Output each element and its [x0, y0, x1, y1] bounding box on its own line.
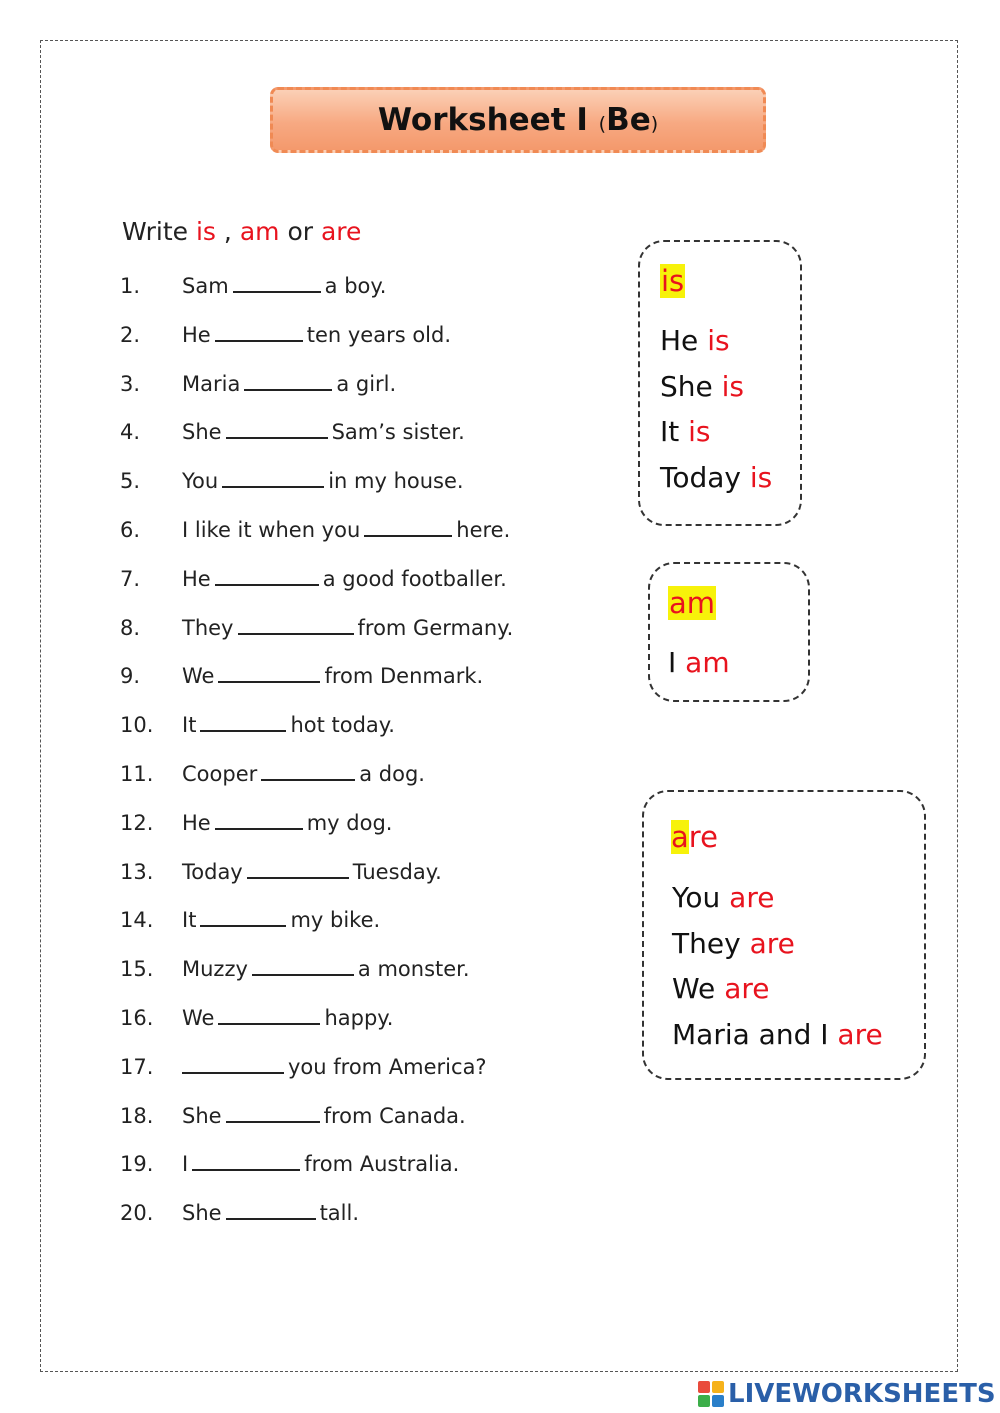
rule-heading-am: am [669, 586, 716, 620]
question-number: 10. [120, 713, 154, 738]
question-text [182, 902, 380, 938]
answer-blank[interactable] [238, 611, 354, 635]
question-row [120, 1146, 600, 1182]
question-text [182, 1195, 359, 1231]
question-row [120, 317, 600, 353]
title-main: Worksheet I [377, 102, 588, 138]
rule-line: Maria and I are [672, 1018, 883, 1051]
question-before: I like it when you [182, 518, 361, 542]
rule-line: Today is [660, 461, 773, 494]
question-text [182, 463, 464, 499]
answer-blank[interactable] [244, 367, 332, 391]
rule-box-are [642, 790, 926, 1080]
question-text [182, 1049, 487, 1085]
rule-line: You are [672, 881, 775, 914]
question-number: 13. [120, 859, 154, 884]
question-after: Sam’s sister. [331, 420, 465, 445]
rule-heading-is: is [661, 264, 685, 298]
rule-line: She is [660, 370, 745, 403]
question-after: hot today. [290, 713, 395, 738]
rule-line: He is [660, 324, 730, 357]
question-number: 18. [120, 1103, 154, 1128]
question-row [120, 561, 600, 597]
question-number: 1. [120, 274, 141, 298]
question-text [182, 805, 392, 841]
question-number: 6. [120, 518, 141, 542]
question-after: my bike. [290, 908, 381, 933]
question-number: 11. [120, 762, 154, 786]
liveworksheets-logo[interactable] [698, 1378, 996, 1410]
question-row [120, 610, 600, 646]
question-before: It [182, 908, 197, 933]
question-after: from Germany. [357, 615, 514, 640]
question-before: We [182, 664, 215, 689]
question-row [120, 756, 600, 792]
question-row [120, 805, 600, 841]
instruction-or: or [287, 217, 314, 246]
answer-blank[interactable] [222, 464, 324, 488]
logo-mark-icon [698, 1381, 724, 1407]
question-after: ten years old. [306, 322, 452, 347]
question-number: 9. [120, 664, 141, 689]
question-text [182, 1098, 466, 1134]
question-before: Cooper [182, 762, 258, 786]
instruction-prefix: Write [122, 217, 189, 246]
answer-blank[interactable] [247, 855, 349, 879]
question-text [182, 317, 451, 353]
question-before: He [182, 810, 211, 835]
question-before: I [182, 1152, 189, 1177]
question-number: 2. [120, 322, 141, 347]
rule-box-am [648, 562, 810, 702]
question-text [182, 512, 510, 548]
question-row [120, 463, 600, 499]
question-row [120, 902, 600, 938]
question-number: 8. [120, 615, 141, 640]
question-before: He [182, 566, 211, 591]
question-row [120, 951, 600, 987]
question-row [120, 1195, 600, 1231]
question-number: 16. [120, 1006, 154, 1030]
question-row [120, 1098, 600, 1134]
question-before: He [182, 322, 211, 347]
question-number: 15. [120, 957, 154, 982]
question-number: 19. [120, 1152, 154, 1177]
answer-blank[interactable] [233, 269, 321, 293]
title-open-paren: ( [598, 113, 607, 135]
answer-blank[interactable] [218, 659, 320, 683]
question-text [182, 1000, 393, 1036]
question-before: It [182, 713, 197, 738]
question-text [182, 756, 425, 792]
rule-line: It is [660, 415, 711, 448]
question-after: from Canada. [323, 1103, 466, 1128]
question-before: Muzzy [182, 957, 248, 982]
question-row [120, 707, 600, 743]
question-before: We [182, 1006, 215, 1030]
answer-blank[interactable] [182, 1050, 284, 1074]
instruction-comma: , [223, 217, 232, 246]
question-after: from Denmark. [324, 664, 484, 689]
instruction-is: is [195, 217, 216, 246]
rule-line: They are [672, 927, 795, 960]
question-after: a monster. [357, 957, 470, 982]
question-before: She [182, 1201, 222, 1226]
answer-blank[interactable] [215, 318, 303, 342]
answer-blank[interactable] [252, 952, 354, 976]
question-after: a good footballer. [322, 566, 507, 591]
question-number: 12. [120, 810, 154, 835]
question-after: Tuesday. [352, 859, 442, 884]
answer-blank[interactable] [192, 1147, 300, 1171]
title-sub: Be [606, 102, 651, 138]
rule-box-is [638, 240, 802, 526]
question-row [120, 512, 600, 548]
rule-heading-are: are [671, 820, 718, 854]
question-number: 20. [120, 1201, 154, 1226]
question-number: 5. [120, 469, 141, 494]
question-text [182, 561, 507, 597]
question-before: Maria [182, 371, 241, 396]
question-before: They [182, 615, 234, 640]
question-text [182, 854, 442, 890]
logo-text: LIVEWORKSHEETS [728, 1379, 996, 1409]
question-after: a boy. [324, 274, 387, 298]
question-number: 17. [120, 1054, 154, 1079]
question-number: 14. [120, 908, 154, 933]
question-text [182, 268, 387, 304]
question-number: 3. [120, 371, 141, 396]
question-text [182, 414, 465, 450]
question-row [120, 268, 600, 304]
question-before: She [182, 420, 222, 445]
question-before: Today [182, 859, 243, 884]
question-after: a girl. [336, 371, 397, 396]
question-text [182, 1146, 459, 1182]
question-number: 7. [120, 566, 141, 591]
instruction-am: am [239, 217, 280, 246]
instruction-are: are [320, 217, 362, 246]
question-text [182, 707, 395, 743]
answer-blank[interactable] [218, 1001, 320, 1025]
question-after: from Australia. [304, 1152, 460, 1177]
answer-blank[interactable] [364, 513, 452, 537]
answer-blank[interactable] [200, 708, 286, 732]
answer-blank[interactable] [226, 1196, 316, 1220]
page-title [378, 102, 658, 138]
question-row [120, 366, 600, 402]
title-banner [270, 87, 766, 153]
question-text [182, 658, 483, 694]
question-row [120, 1000, 600, 1036]
question-text [182, 366, 396, 402]
question-row [120, 658, 600, 694]
question-after: happy. [324, 1006, 394, 1030]
answer-blank[interactable] [261, 757, 355, 781]
instruction [122, 217, 361, 246]
answer-blank[interactable] [200, 903, 286, 927]
question-row [120, 1049, 600, 1085]
question-after: my dog. [306, 810, 393, 835]
answer-blank[interactable] [226, 415, 328, 439]
question-text [182, 610, 513, 646]
question-row [120, 414, 600, 450]
question-after: here. [456, 518, 511, 542]
question-text [182, 951, 470, 987]
question-row [120, 854, 600, 890]
question-after: a dog. [359, 762, 425, 786]
question-before: You [182, 469, 219, 494]
question-before: She [182, 1103, 222, 1128]
question-after: you from America? [288, 1054, 487, 1079]
rule-line: I am [668, 646, 730, 679]
answer-blank[interactable] [215, 806, 303, 830]
question-number: 4. [120, 420, 141, 445]
question-after: tall. [319, 1201, 360, 1226]
question-after: in my house. [328, 469, 464, 494]
answer-blank[interactable] [226, 1099, 320, 1123]
answer-blank[interactable] [215, 562, 319, 586]
title-close-paren: ) [650, 113, 659, 135]
rule-line: We are [672, 972, 770, 1005]
question-before: Sam [182, 274, 229, 298]
